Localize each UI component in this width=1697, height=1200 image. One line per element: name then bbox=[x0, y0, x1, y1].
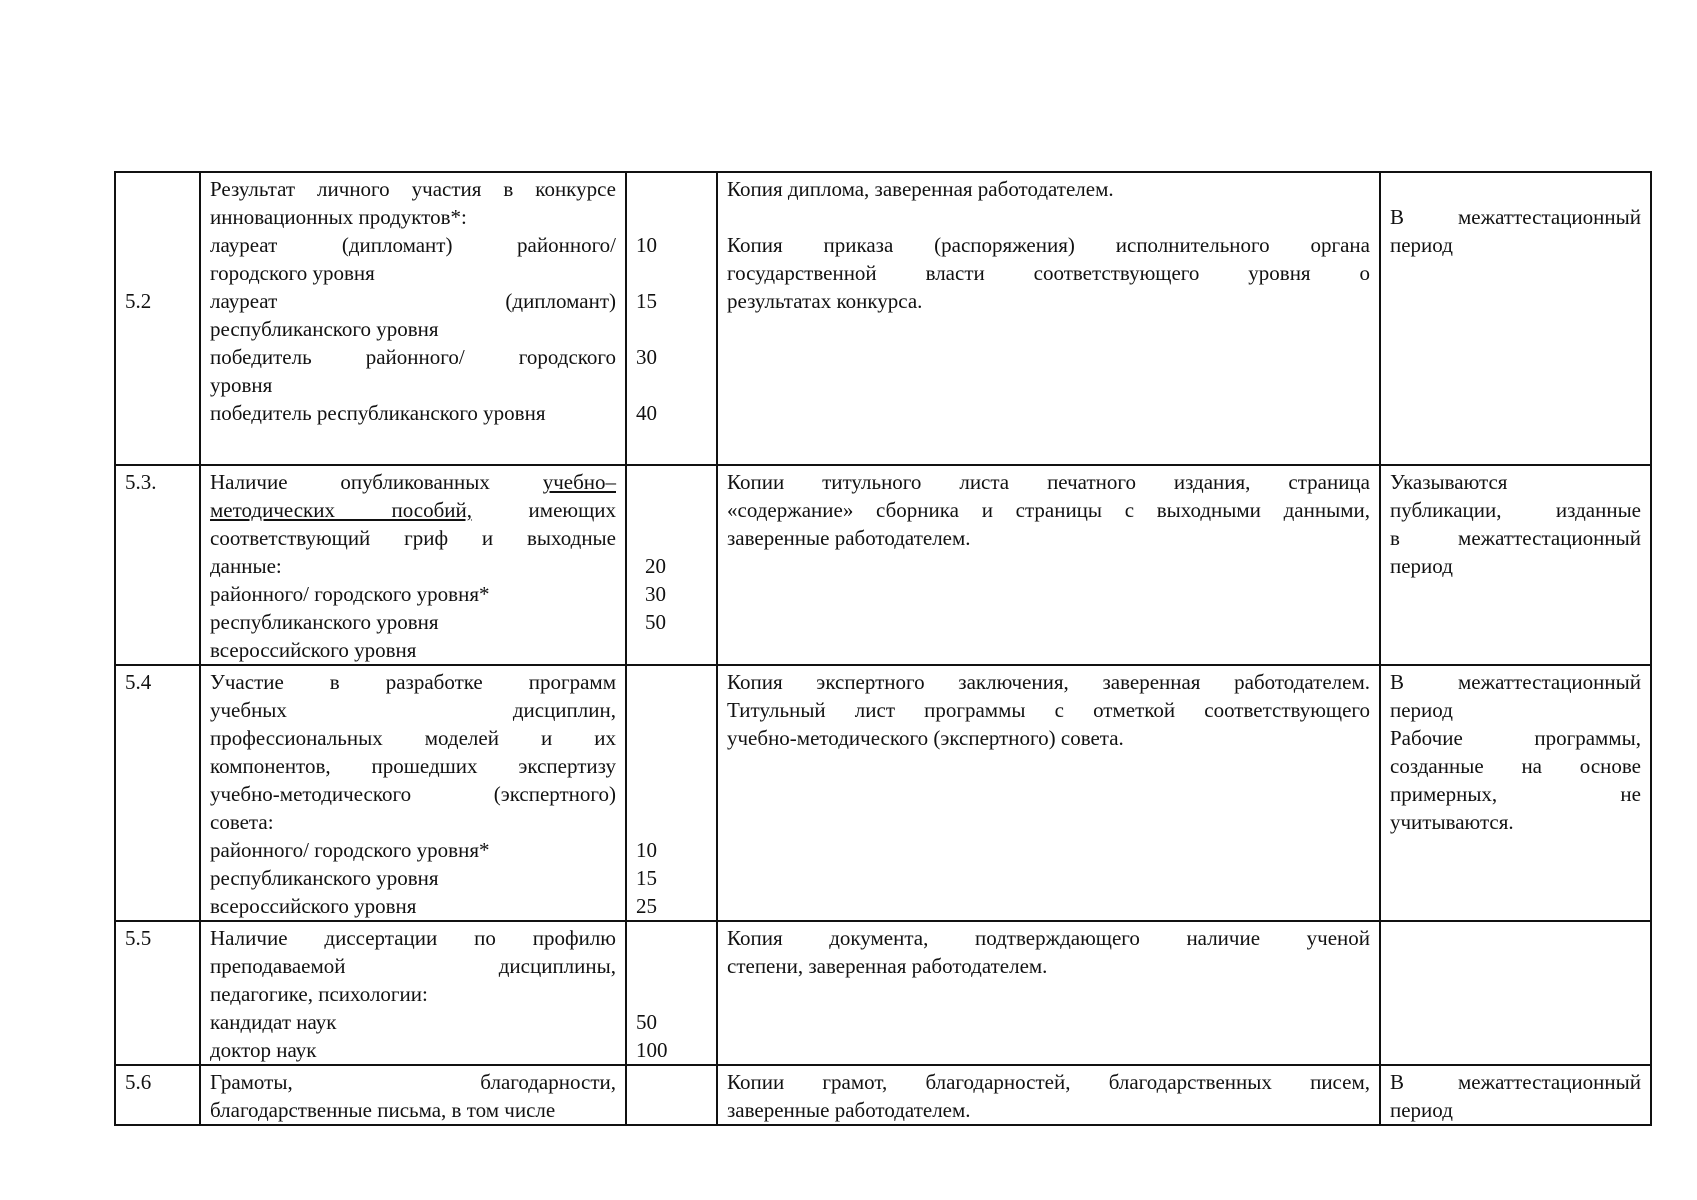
indicator-cell bbox=[200, 1065, 626, 1125]
points-value: 50 bbox=[645, 610, 666, 634]
indicator-cell bbox=[200, 665, 626, 921]
documents-line: заверенные работодателем. bbox=[727, 1098, 971, 1122]
row-number-text: 5.3. bbox=[125, 470, 157, 494]
indicator-underlined-text: методических пособий, bbox=[210, 498, 473, 522]
indicator-underlined-text: учебно– bbox=[542, 470, 616, 494]
indicator-line: городского уровня bbox=[210, 261, 375, 285]
indicator-line: республиканского уровня bbox=[210, 866, 439, 890]
indicator-line: соответствующий гриф и выходные bbox=[210, 526, 616, 550]
documents-cell bbox=[717, 172, 1380, 465]
row-number bbox=[115, 465, 200, 665]
row-number bbox=[115, 1065, 200, 1125]
indicator-line: Результат личного участия в конкурсе bbox=[210, 177, 616, 201]
documents-line: Копия приказа (распоряжения) исполнительного органа bbox=[727, 233, 1370, 257]
points-value: 20 bbox=[645, 554, 666, 578]
note-line: созданные на основе bbox=[1390, 754, 1641, 778]
indicator-text: Наличие опубликованных bbox=[210, 470, 490, 494]
indicator-line: уровня bbox=[210, 373, 273, 397]
points-value: 50 bbox=[636, 1010, 657, 1034]
documents-line: Копии титульного листа печатного издания, страница bbox=[727, 470, 1370, 494]
indicator-line: учебно-методического (экспертного) bbox=[210, 782, 616, 806]
indicator-line: преподаваемой дисциплины, bbox=[210, 954, 616, 978]
note-line: примерных, не bbox=[1390, 782, 1641, 806]
indicator-line: педагогике, психологии: bbox=[210, 982, 428, 1006]
indicator-line: республиканского уровня bbox=[210, 317, 439, 341]
indicator-cell bbox=[200, 921, 626, 1065]
points-cell bbox=[626, 921, 717, 1065]
documents-line: Копия диплома, заверенная работодателем. bbox=[727, 177, 1114, 201]
table-row bbox=[115, 172, 1651, 465]
indicator-line: районного/ городского уровня* bbox=[210, 838, 490, 862]
indicator-line: доктор наук bbox=[210, 1038, 317, 1062]
table-row bbox=[115, 1065, 1651, 1125]
documents-line: результатах конкурса. bbox=[727, 289, 923, 313]
note-line: учитываются. bbox=[1390, 810, 1514, 834]
documents-line: Копия документа, подтверждающего наличие ученой bbox=[727, 926, 1370, 950]
row-number bbox=[115, 172, 200, 465]
indicator-line: республиканского уровня bbox=[210, 610, 439, 634]
indicator-line: Участие в разработке программ bbox=[210, 670, 616, 694]
points-cell bbox=[626, 1065, 717, 1125]
note-line: период bbox=[1390, 554, 1453, 578]
table-row bbox=[115, 465, 1651, 665]
indicator-line: победитель республиканского уровня bbox=[210, 401, 546, 425]
note-line: В межаттестационный bbox=[1390, 205, 1641, 229]
note-line: Рабочие программы, bbox=[1390, 726, 1641, 750]
documents-line: Копии грамот, благодарностей, благодарственных писем, bbox=[727, 1070, 1370, 1094]
documents-line: государственной власти соответствующего уровня о bbox=[727, 261, 1370, 285]
points-value: 30 bbox=[636, 345, 657, 369]
note-cell bbox=[1380, 921, 1651, 1065]
documents-cell bbox=[717, 1065, 1380, 1125]
note-line: Указываются bbox=[1390, 470, 1508, 494]
points-value: 15 bbox=[636, 866, 657, 890]
indicator-line bbox=[210, 468, 616, 496]
indicator-line: лауреат (дипломант) районного/ bbox=[210, 233, 616, 257]
points-value: 10 bbox=[636, 233, 657, 257]
indicator-line: учебных дисциплин, bbox=[210, 698, 616, 722]
note-line: период bbox=[1390, 698, 1453, 722]
indicator-line: Наличие диссертации по профилю bbox=[210, 926, 616, 950]
note-line: период bbox=[1390, 1098, 1453, 1122]
row-number-text: 5.2 bbox=[125, 289, 152, 313]
indicator-line: благодарственные письма, в том числе bbox=[210, 1098, 556, 1122]
documents-cell bbox=[717, 665, 1380, 921]
points-value: 30 bbox=[645, 582, 666, 606]
indicator-line: Грамоты, благодарности, bbox=[210, 1070, 616, 1094]
note-cell bbox=[1380, 1065, 1651, 1125]
row-number-text: 5.4 bbox=[125, 670, 152, 694]
indicator-text: имеющих bbox=[528, 498, 616, 522]
table-row bbox=[115, 665, 1651, 921]
indicator-line: инновационных продуктов*: bbox=[210, 205, 467, 229]
note-cell bbox=[1380, 172, 1651, 465]
documents-line: Титульный лист программы с отметкой соответствующего bbox=[727, 698, 1370, 722]
row-number bbox=[115, 665, 200, 921]
indicator-cell bbox=[200, 172, 626, 465]
documents-line: заверенные работодателем. bbox=[727, 526, 971, 550]
indicator-line: районного/ городского уровня* bbox=[210, 582, 490, 606]
indicator-line: всероссийского уровня bbox=[210, 638, 417, 662]
note-cell bbox=[1380, 665, 1651, 921]
points-value: 25 bbox=[636, 894, 657, 918]
note-line: период bbox=[1390, 233, 1453, 257]
points-cell bbox=[626, 465, 717, 665]
points-value: 100 bbox=[636, 1038, 668, 1062]
indicator-line: профессиональных моделей и их bbox=[210, 726, 616, 750]
indicator-line: кандидат наук bbox=[210, 1010, 337, 1034]
documents-line: «содержание» сборника и страницы с выходными данными, bbox=[727, 498, 1370, 522]
table-row bbox=[115, 921, 1651, 1065]
criteria-table-page bbox=[114, 171, 1650, 1126]
criteria-table bbox=[114, 171, 1652, 1126]
documents-cell bbox=[717, 465, 1380, 665]
indicator-line: данные: bbox=[210, 554, 282, 578]
row-number-text: 5.6 bbox=[125, 1070, 152, 1094]
documents-line: Копия экспертного заключения, заверенная работодателем. bbox=[727, 670, 1370, 694]
indicator-line: победитель районного/ городского bbox=[210, 345, 616, 369]
points-cell bbox=[626, 172, 717, 465]
points-value: 10 bbox=[636, 838, 657, 862]
documents-cell bbox=[717, 921, 1380, 1065]
points-cell bbox=[626, 665, 717, 921]
documents-line: степени, заверенная работодателем. bbox=[727, 954, 1048, 978]
row-number-text: 5.5 bbox=[125, 926, 152, 950]
note-line: публикации, изданные bbox=[1390, 498, 1641, 522]
indicator-line bbox=[210, 496, 616, 524]
indicator-line: совета: bbox=[210, 810, 274, 834]
points-value: 15 bbox=[636, 289, 657, 313]
indicator-line: лауреат (дипломант) bbox=[210, 289, 616, 313]
note-line: в межаттестационный bbox=[1390, 526, 1641, 550]
row-number bbox=[115, 921, 200, 1065]
points-value: 40 bbox=[636, 401, 657, 425]
indicator-cell bbox=[200, 465, 626, 665]
note-cell bbox=[1380, 465, 1651, 665]
indicator-line: компонентов, прошедших экспертизу bbox=[210, 754, 616, 778]
documents-line: учебно-методического (экспертного) совета. bbox=[727, 726, 1124, 750]
note-line: В межаттестационный bbox=[1390, 1070, 1641, 1094]
indicator-line: всероссийского уровня bbox=[210, 894, 417, 918]
note-line: В межаттестационный bbox=[1390, 670, 1641, 694]
